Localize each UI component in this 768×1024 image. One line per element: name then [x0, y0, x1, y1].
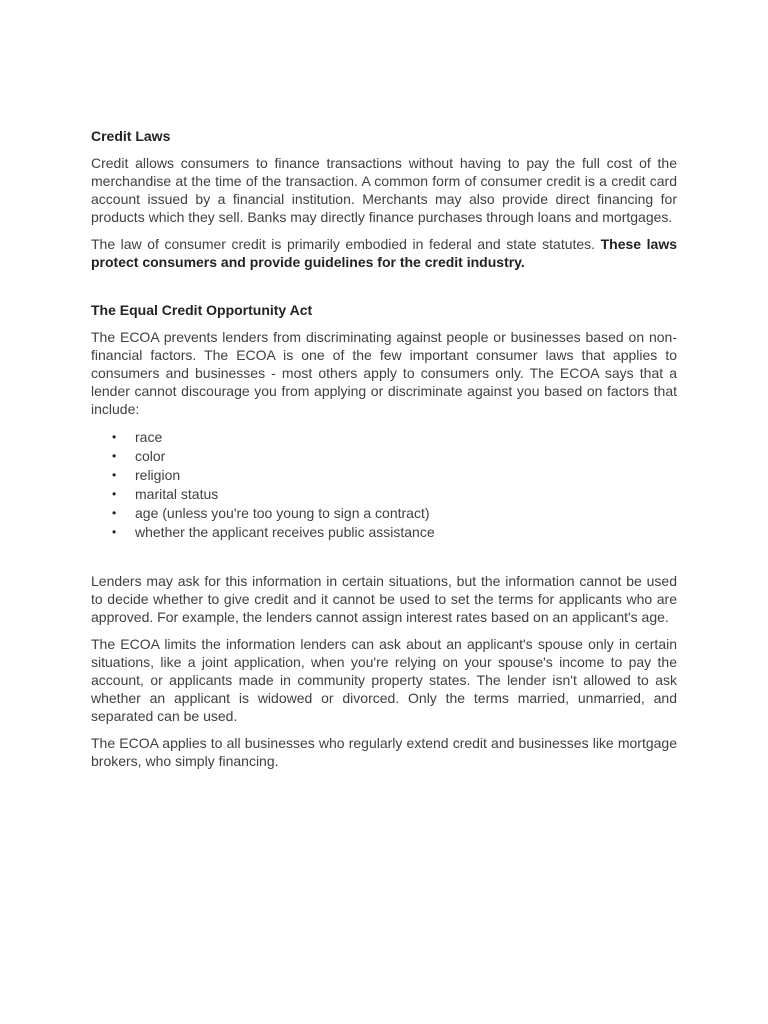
bullet-icon: •	[112, 468, 117, 482]
ecoa-paragraph: The ECOA prevents lenders from discriminating against people or businesses based on non-financial factors. The ECOA is one of the few important consumer laws that applies to consumers and businesses - most others apply to consumers only. The ECOA says that a lender cannot discourage you from applying or discriminate against you based on factors that include:	[91, 329, 677, 417]
list-item	[91, 485, 677, 504]
list-item	[91, 504, 677, 523]
law-paragraph-bold-text: These laws protect consumers and provide guidelines for the credit industry.	[91, 236, 677, 270]
list-item-text: whether the applicant receives public assistance	[135, 524, 435, 540]
list-item-text: color	[135, 448, 166, 464]
factors-list	[91, 428, 677, 542]
list-item-text: age (unless you're too young to sign a contract)	[135, 505, 430, 521]
bullet-icon: •	[112, 506, 117, 520]
intro-paragraph: Credit allows consumers to finance transactions without having to pay the full cost of the merchandise at the time of the transaction. A common form of consumer credit is a credit card account issued by a financial institution. Merchants may also provide direct financing for products which they sell. Banks may directly finance purchases through loans and mortgages.	[91, 155, 677, 225]
bullet-icon: •	[112, 430, 117, 444]
bullet-icon: •	[112, 449, 117, 463]
bullet-icon: •	[112, 525, 117, 539]
list-item-text: race	[135, 429, 163, 445]
list-item-text: marital status	[135, 486, 219, 502]
spouse-paragraph: The ECOA limits the information lenders can ask about an applicant's spouse only in certain situations, like a joint application, when you're relying on your spouse's income to pay the account, or applicants made in community property states. The lender isn't allowed to ask whether an applicant is widowed or divorced. Only the terms married, unmarried, and separated can be used.	[91, 636, 677, 724]
list-item	[91, 466, 677, 485]
section-heading: The Equal Credit Opportunity Act	[91, 302, 313, 318]
list-item-text: religion	[135, 467, 181, 483]
scope-paragraph: The ECOA applies to all businesses who regularly extend credit and businesses like mortgage brokers, who simply financing.	[91, 735, 677, 769]
lenders-paragraph: Lenders may ask for this information in certain situations, but the information cannot be used to decide whether to give credit and it cannot be used to set the terms for applicants who are approved. For example, the lenders cannot assign interest rates based on an applicant's age.	[91, 573, 677, 625]
law-paragraph	[91, 235, 677, 271]
list-item	[91, 523, 677, 542]
list-item	[91, 428, 677, 447]
document-page	[91, 127, 677, 779]
law-paragraph-text: The law of consumer credit is primarily embodied in federal and state statutes.	[91, 236, 601, 252]
bullet-icon: •	[112, 487, 117, 501]
document-title: Credit Laws	[91, 128, 171, 144]
list-item	[91, 447, 677, 466]
